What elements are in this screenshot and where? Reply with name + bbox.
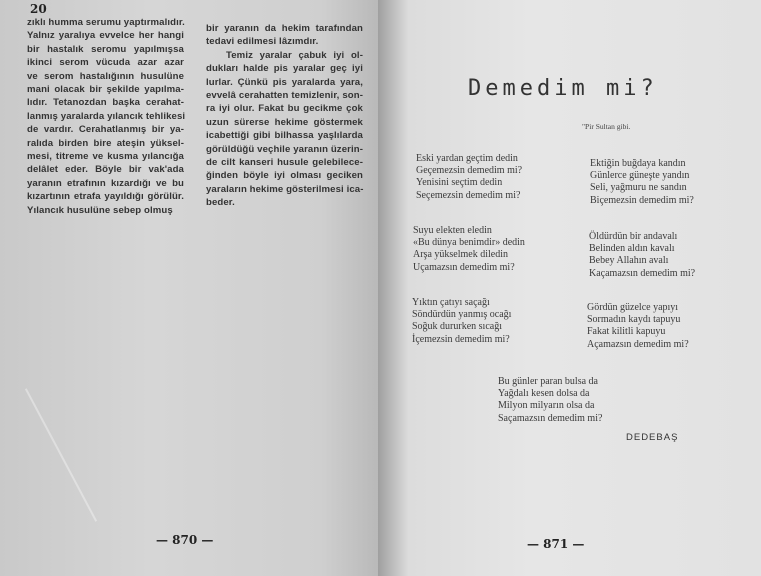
- text-line: zıklı humma serumu yaptırmalıdır.: [27, 17, 185, 28]
- text-line: yaranın etrafının kızardığı ve bu: [27, 177, 184, 189]
- left-text-column-2: [206, 22, 363, 210]
- text-line: ralıda birden bire ateşin yüksel-: [27, 137, 184, 149]
- poem-line: Biçemezsin demedim mi?: [590, 194, 694, 206]
- text-line: ğinden böyle iyi olması geciken: [206, 170, 363, 182]
- text-line: lurlar. Çünkü pis yaralarda yara,: [206, 76, 363, 88]
- poem-title: Demedim mi?: [468, 76, 658, 101]
- text-line: görüldüğü veçhile yaranın üzerin-: [206, 143, 363, 155]
- text-line: yaraların hekime gösterilmesi ica-: [206, 183, 364, 195]
- poem-line: Söndürdün yanmış ocağı: [412, 309, 512, 321]
- text-line: ra iyi olur. Fakat bu gecikme çok: [206, 103, 363, 115]
- text-line: Yalnız yaralıya evvelce her hangi: [27, 30, 184, 42]
- text-line: dukları halde pis yaralar geç iyi: [206, 63, 363, 75]
- text-line: lıdır. Tetanozdan başka cerahat-: [27, 97, 184, 109]
- poem-line: Yıktın çatıyı saçağı: [412, 297, 490, 308]
- poem-line: Gördün güzelce yapıyı: [587, 302, 679, 313]
- text-line: tedavi edilmesi lâzımdır.: [206, 36, 319, 48]
- text-line: kızartının etrafa yayıldığı görülür.: [27, 191, 184, 203]
- poem-line: Geçemezsin demedim mi?: [416, 165, 523, 177]
- poem-line: Öldürdün bir andavalı: [589, 231, 678, 242]
- poem-line: Yenisini seçtim dedin: [416, 177, 503, 189]
- poem-line: Ektiğin buğdaya kandın: [590, 158, 686, 169]
- stanza-right-1: [590, 158, 694, 207]
- poem-line: Günlerce güneşte yandın: [590, 170, 690, 182]
- poem-line: İçemezsin demedim mi?: [412, 333, 510, 345]
- poem-line: Eski yardan geçtim dedin: [416, 153, 518, 164]
- text-line: bir yaranın da hekim tarafından: [206, 23, 363, 34]
- poem-line: Bu günler paran bulsa da: [498, 376, 598, 387]
- poem-author: DEDEBAŞ: [626, 432, 679, 443]
- text-line: bir hastalık seromu yapılmışsa: [27, 43, 184, 55]
- poem-line: Yağdalı kesen dolsa da: [498, 388, 590, 400]
- text-line: uzun sürerse hekime göstermek: [206, 116, 363, 128]
- poem-line: Suyu elekten eledin: [413, 225, 492, 236]
- stanza-left-3: [412, 297, 511, 346]
- poem-line: Sormadın kaydı tapuyu: [587, 314, 681, 326]
- text-line: ikinci serom vücuda azar azar: [27, 57, 184, 69]
- poem-line: Arşa yükselmek diledin: [413, 249, 508, 261]
- left-text-column-1: [27, 16, 184, 217]
- left-page: [0, 0, 378, 576]
- poem-line: Seçemezsin demedim mi?: [416, 189, 521, 201]
- text-line: Yılancık husulüne sebep olmuş: [27, 204, 173, 216]
- poem-line: Açamazsın demedim mi?: [587, 338, 689, 350]
- poem-line: Seli, yağmuru ne sandın: [590, 182, 687, 194]
- poem-line: Saçamazsın demedim mi?: [498, 412, 603, 424]
- text-line: mesi, titreme ve kusma yılancığa: [27, 151, 184, 163]
- text-line: ve serom hastalığının husulüne: [27, 70, 184, 82]
- page-folio-right: — 871 —: [527, 537, 585, 551]
- poem-line: Milyon milyarın olsa da: [498, 400, 595, 412]
- text-line: lanmış yaralarda yılancık tehlikesi: [27, 110, 186, 122]
- scan-streak: [25, 388, 97, 521]
- poem-subtitle: "Pir Sultan gibi.: [582, 122, 631, 131]
- text-line: icabettiği gibi bilhassa yaşlılarda: [206, 130, 363, 142]
- text-line: delâlet eder. Böyle bir vak'ada: [27, 164, 184, 176]
- poem-line: «Bu dünya benimdir» dedin: [413, 237, 525, 249]
- stanza-left-2: [413, 225, 525, 274]
- text-line: Temiz yaralar çabuk iyi ol-: [226, 49, 363, 61]
- text-line: de vardır. Cerahatlanmış bir ya-: [27, 124, 184, 136]
- stanza-right-3: [587, 302, 689, 351]
- poem-line: Bebey Allahın avalı: [589, 255, 669, 267]
- text-line: beder.: [206, 197, 235, 209]
- stanza-left-1: [416, 153, 522, 202]
- final-stanza: [498, 376, 602, 425]
- page-folio-left: — 870 —: [156, 533, 214, 547]
- poem-line: Fakat kilitli kapuyu: [587, 326, 666, 338]
- poem-line: Soğuk dururken sıcağı: [412, 321, 502, 333]
- poem-line: Belinden aldın kavalı: [589, 243, 675, 255]
- text-line: evvelâ cerahatten temizlenir, son-: [206, 90, 363, 102]
- text-line: de cilt kanseri husule gelebilece-: [206, 157, 363, 169]
- text-line: mani olacak bir şekilde yapılma-: [27, 84, 184, 96]
- stanza-right-2: [589, 231, 695, 280]
- page-number-top: 20: [30, 2, 47, 16]
- poem-line: Uçamazsın demedim mi?: [413, 261, 515, 273]
- poem-line: Kaçamazsın demedim mi?: [589, 267, 696, 279]
